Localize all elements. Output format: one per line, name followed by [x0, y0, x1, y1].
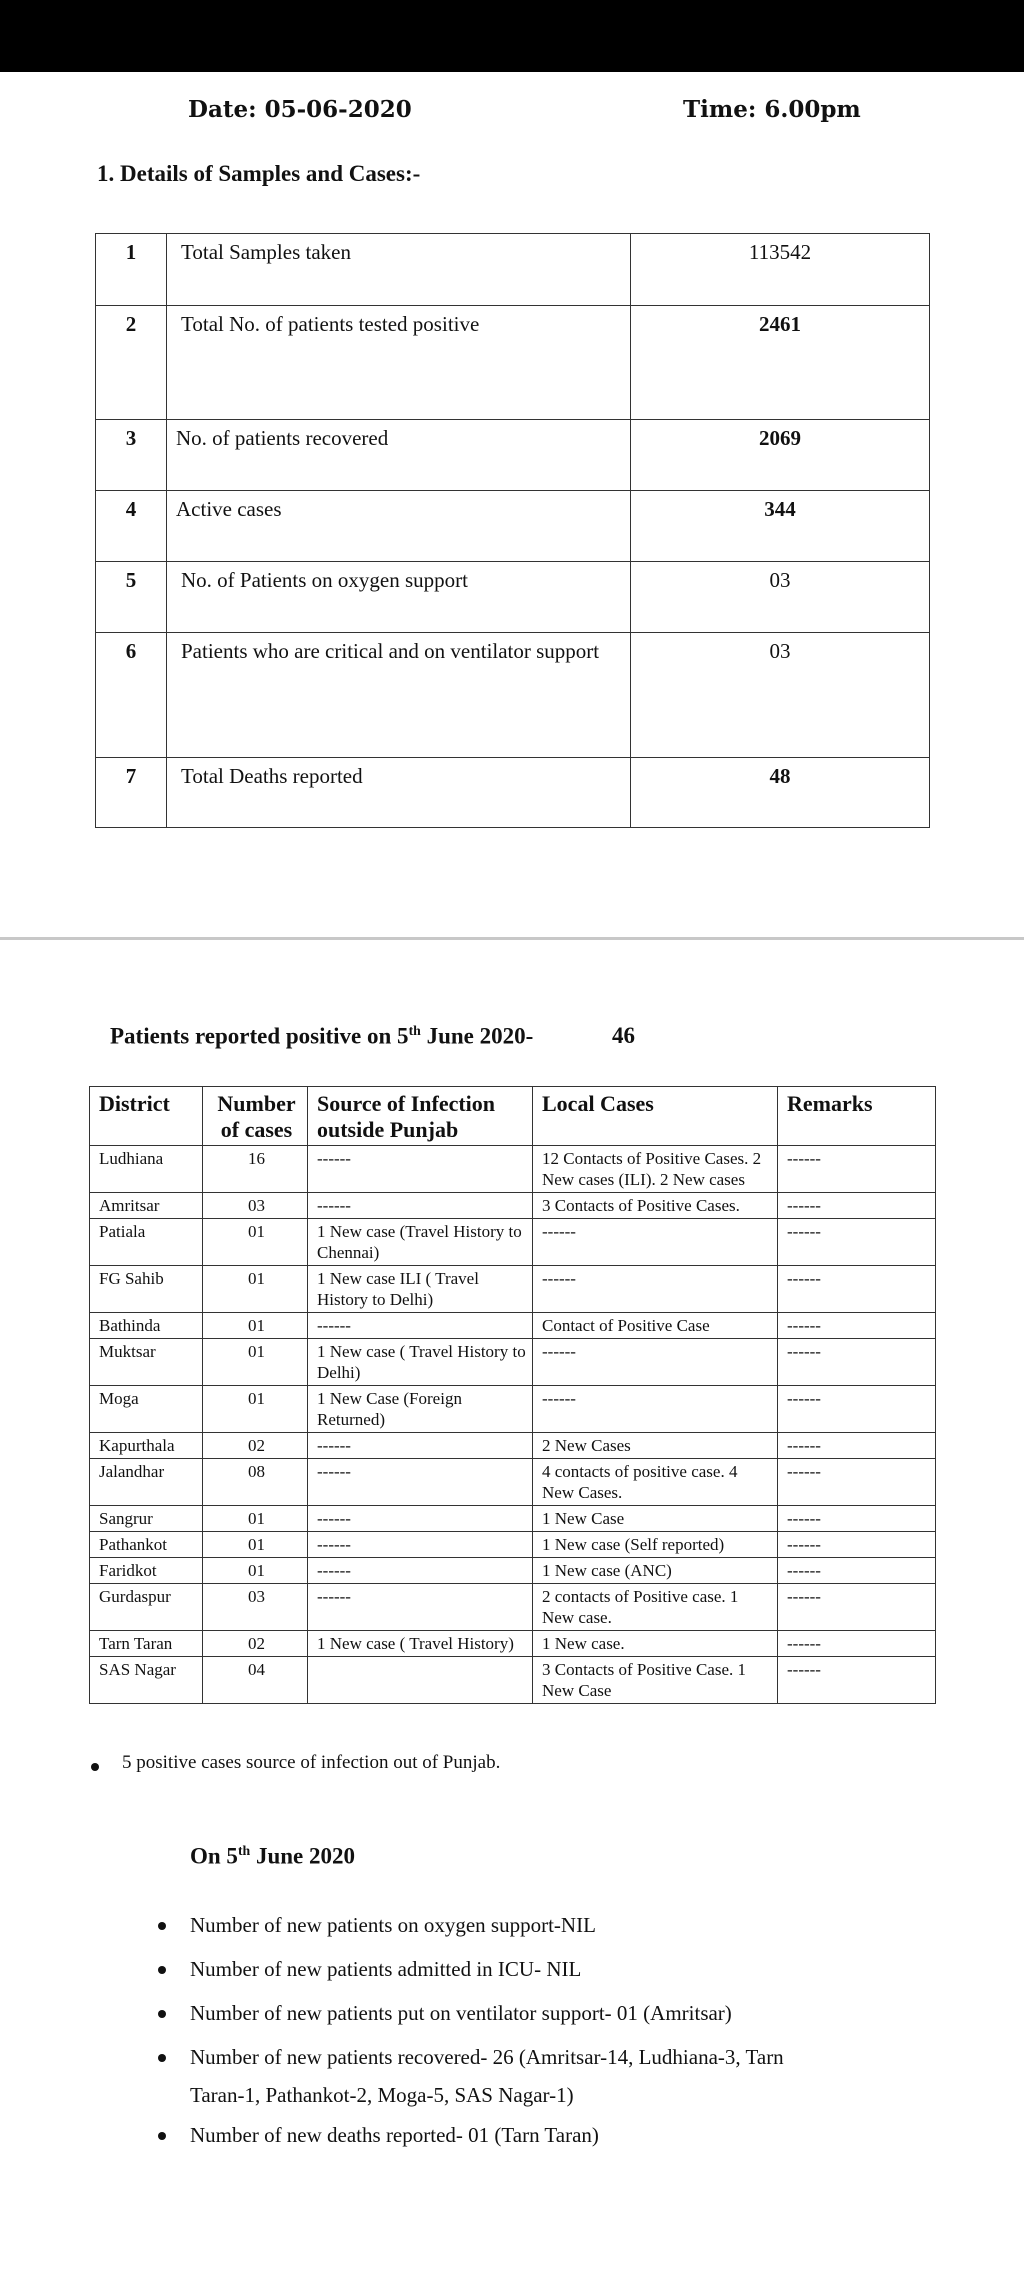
district-cell: Gurdaspur [90, 1584, 203, 1631]
remarks-cell: ------ [778, 1339, 936, 1386]
row-label: Active cases [167, 491, 631, 562]
table-row [90, 1219, 936, 1266]
remarks-cell: ------ [778, 1146, 936, 1193]
table-row [90, 1386, 936, 1433]
district-cell: Patiala [90, 1219, 203, 1266]
cases-cell: 01 [203, 1219, 308, 1266]
table-row [90, 1146, 936, 1193]
row-value: 113542 [631, 234, 930, 306]
table-header-row [90, 1087, 936, 1146]
row-value: 344 [631, 491, 930, 562]
cases-cell: 01 [203, 1266, 308, 1313]
cases-cell: 01 [203, 1386, 308, 1433]
cases-cell: 02 [203, 1631, 308, 1657]
cases-cell: 01 [203, 1532, 308, 1558]
col-header-remarks: Remarks [778, 1087, 936, 1146]
cases-cell: 02 [203, 1433, 308, 1459]
bullet-recovered: Number of new patients recovered- 26 (Amritsar-14, Ludhiana-3, Tarn [190, 2045, 784, 2069]
local-cases-cell: ------ [533, 1339, 778, 1386]
district-cell: Jalandhar [90, 1459, 203, 1506]
section2-title-text: Patients reported positive on 5 [110, 1023, 409, 1049]
table-row [90, 1631, 936, 1657]
section2-title-text-end: June 2020- [420, 1023, 534, 1049]
remarks-cell: ------ [778, 1558, 936, 1584]
section3-title [190, 1843, 355, 1870]
positive-cases-note: 5 positive cases source of infection out of Punjab. [122, 1752, 501, 1773]
remarks-cell: ------ [778, 1313, 936, 1339]
remarks-cell: ------ [778, 1506, 936, 1532]
bullet-dot [158, 2054, 166, 2062]
local-cases-cell: ------ [533, 1386, 778, 1433]
bullet-dot [91, 1763, 99, 1771]
bullet-ventilator: Number of new patients put on ventilator support- 01 (Amritsar) [190, 2001, 732, 2025]
row-number: 1 [96, 234, 167, 306]
local-cases-cell: 3 Contacts of Positive Case. 1 New Case [533, 1657, 778, 1704]
table-row [90, 1506, 936, 1532]
section2-title [110, 1023, 533, 1050]
cases-cell: 01 [203, 1339, 308, 1386]
district-cell: Sangrur [90, 1506, 203, 1532]
table-row [90, 1313, 936, 1339]
local-cases-cell: 1 New case (ANC) [533, 1558, 778, 1584]
col-header-source: Source of Infection outside Punjab [308, 1087, 533, 1146]
remarks-cell: ------ [778, 1584, 936, 1631]
section3-title-text-end: June 2020 [250, 1843, 356, 1869]
remarks-cell: ------ [778, 1532, 936, 1558]
samples-cases-table [95, 233, 930, 828]
row-label: Total Deaths reported [167, 758, 631, 828]
table-row [96, 420, 930, 491]
row-label: Total Samples taken [167, 234, 631, 306]
district-cell: SAS Nagar [90, 1657, 203, 1704]
section2-total: 46 [612, 1023, 635, 1048]
table-row [96, 758, 930, 828]
district-cell: Amritsar [90, 1193, 203, 1219]
col-header-cases: Number of cases [203, 1087, 308, 1146]
row-value: 48 [631, 758, 930, 828]
bullet-dot [158, 1922, 166, 1930]
source-cell: 1 New Case (Foreign Returned) [308, 1386, 533, 1433]
remarks-cell: ------ [778, 1386, 936, 1433]
bullet-oxygen: Number of new patients on oxygen support-NIL [190, 1913, 596, 1937]
local-cases-cell: 2 contacts of Positive case. 1 New case. [533, 1584, 778, 1631]
local-cases-cell: 12 Contacts of Positive Cases. 2 New cases (ILI). 2 New cases [533, 1146, 778, 1193]
bullet-recovered-cont: Taran-1, Pathankot-2, Moga-5, SAS Nagar-1) [190, 2083, 574, 2107]
local-cases-cell: ------ [533, 1266, 778, 1313]
source-cell: 1 New case ( Travel History to Delhi) [308, 1339, 533, 1386]
district-cell: Pathankot [90, 1532, 203, 1558]
district-cell: Faridkot [90, 1558, 203, 1584]
row-label: Patients who are critical and on ventilator support [167, 633, 631, 758]
remarks-cell: ------ [778, 1459, 936, 1506]
table-row [96, 633, 930, 758]
source-cell: ------ [308, 1193, 533, 1219]
table-row [90, 1459, 936, 1506]
table-row [90, 1193, 936, 1219]
section3-title-text: On 5 [190, 1843, 238, 1869]
source-cell: ------ [308, 1459, 533, 1506]
cases-cell: 03 [203, 1193, 308, 1219]
cases-cell: 16 [203, 1146, 308, 1193]
col-header-local: Local Cases [533, 1087, 778, 1146]
table-row [90, 1584, 936, 1631]
table-row [96, 562, 930, 633]
row-label: No. of Patients on oxygen support [167, 562, 631, 633]
local-cases-cell: 1 New case (Self reported) [533, 1532, 778, 1558]
local-cases-cell: 1 New case. [533, 1631, 778, 1657]
table-row [90, 1433, 936, 1459]
bullet-dot [158, 2010, 166, 2018]
bullet-dot [158, 1966, 166, 1974]
district-rows [90, 1146, 936, 1704]
table-row [96, 491, 930, 562]
cases-cell: 08 [203, 1459, 308, 1506]
remarks-cell: ------ [778, 1433, 936, 1459]
district-cell: Ludhiana [90, 1146, 203, 1193]
page-divider [0, 937, 1024, 940]
table-row [90, 1266, 936, 1313]
row-number: 6 [96, 633, 167, 758]
cases-cell: 01 [203, 1558, 308, 1584]
row-number: 2 [96, 306, 167, 420]
bullet-deaths: Number of new deaths reported- 01 (Tarn Taran) [190, 2123, 599, 2147]
district-cell: Muktsar [90, 1339, 203, 1386]
district-cell: FG Sahib [90, 1266, 203, 1313]
remarks-cell: ------ [778, 1266, 936, 1313]
top-black-bar [0, 0, 1024, 72]
report-time: Time: 6.00pm [683, 96, 861, 123]
row-value: 03 [631, 633, 930, 758]
section3-title-sup: th [237, 1843, 251, 1858]
source-cell: ------ [308, 1532, 533, 1558]
bullet-dot [158, 2132, 166, 2140]
source-cell: ------ [308, 1558, 533, 1584]
source-cell: 1 New case (Travel History to Chennai) [308, 1219, 533, 1266]
cases-cell: 03 [203, 1584, 308, 1631]
remarks-cell: ------ [778, 1193, 936, 1219]
district-cases-table [89, 1086, 936, 1704]
source-cell: 1 New case ( Travel History) [308, 1631, 533, 1657]
row-value: 03 [631, 562, 930, 633]
district-cell: Kapurthala [90, 1433, 203, 1459]
local-cases-cell: 2 New Cases [533, 1433, 778, 1459]
local-cases-cell: 3 Contacts of Positive Cases. [533, 1193, 778, 1219]
row-number: 3 [96, 420, 167, 491]
remarks-cell: ------ [778, 1219, 936, 1266]
district-cell: Moga [90, 1386, 203, 1433]
district-cell: Tarn Taran [90, 1631, 203, 1657]
source-cell: ------ [308, 1433, 533, 1459]
row-number: 5 [96, 562, 167, 633]
row-value: 2461 [631, 306, 930, 420]
table-row [90, 1339, 936, 1386]
local-cases-cell: 4 contacts of positive case. 4 New Cases. [533, 1459, 778, 1506]
row-value: 2069 [631, 420, 930, 491]
cases-cell: 01 [203, 1506, 308, 1532]
table-row [90, 1558, 936, 1584]
source-cell [308, 1657, 533, 1704]
local-cases-cell: ------ [533, 1219, 778, 1266]
remarks-cell: ------ [778, 1631, 936, 1657]
source-cell: 1 New case ILI ( Travel History to Delhi) [308, 1266, 533, 1313]
row-number: 7 [96, 758, 167, 828]
source-cell: ------ [308, 1146, 533, 1193]
table-row [96, 306, 930, 420]
district-cell: Bathinda [90, 1313, 203, 1339]
cases-cell: 01 [203, 1313, 308, 1339]
report-date: Date: 05-06-2020 [188, 96, 412, 123]
source-cell: ------ [308, 1506, 533, 1532]
table-row [96, 234, 930, 306]
local-cases-cell: Contact of Positive Case [533, 1313, 778, 1339]
table-row [90, 1657, 936, 1704]
table-row [90, 1532, 936, 1558]
section1-title: 1. Details of Samples and Cases:- [97, 161, 421, 186]
local-cases-cell: 1 New Case [533, 1506, 778, 1532]
cases-cell: 04 [203, 1657, 308, 1704]
row-number: 4 [96, 491, 167, 562]
row-label: No. of patients recovered [167, 420, 631, 491]
remarks-cell: ------ [778, 1657, 936, 1704]
source-cell: ------ [308, 1584, 533, 1631]
col-header-district: District [90, 1087, 203, 1146]
source-cell: ------ [308, 1313, 533, 1339]
bullet-icu: Number of new patients admitted in ICU- NIL [190, 1957, 582, 1981]
section2-title-sup: th [408, 1023, 421, 1038]
row-label: Total No. of patients tested positive [167, 306, 631, 420]
